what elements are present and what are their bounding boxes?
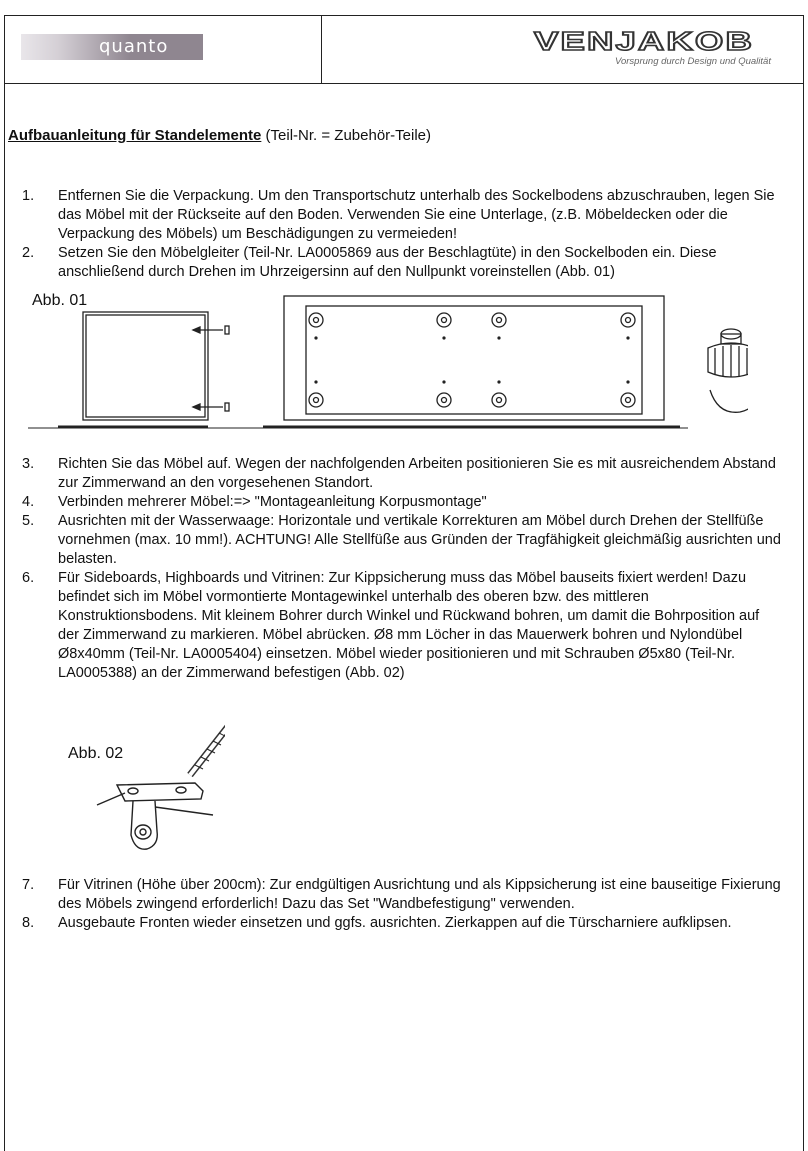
- step-number: 5.: [22, 513, 35, 529]
- step-number: 2.: [22, 245, 35, 261]
- quanto-logo: [21, 34, 203, 60]
- step-text: Für Sideboards, Highboards und Vitrinen: Zur Kippsicherung muss das Möbel bauseits fixiert werden! Dazu befindet sich im Möbel vormontierte Montagewinkel unterhalb des oberen bzw. des mittleren Konstruktionsbodens. Mit kleinem Bohrer durch Winkel und Rückwand bohren, um damit die Bohrposition auf der Zimmerwand zu markieren. Möbel abrücken. Ø8 mm Löcher in das Mauerwerk bohren und Nylondübel Ø8x40mm (Teil-Nr. LA0005404) einsetzen. Möbel wieder positionieren und mit Schrauben Ø5x80 (Teil-Nr. LA0005388) an der Zimmerwand befestigen (Abb. 02): [58, 570, 760, 681]
- bracket-icon: [97, 783, 213, 849]
- list-item: [22, 914, 782, 933]
- document-title: [8, 127, 431, 144]
- steps-list-a: [22, 187, 782, 282]
- fig1-label: Abb. 01: [32, 292, 88, 309]
- step-text: Entfernen Sie die Verpackung. Um den Transportschutz unterhalb des Sockelbodens abzuschrauben, legen Sie das Möbel mit der Rückseite auf den Boden. Verwenden Sie eine Unterlage, (z.B. Möbeldecken oder die Verpackung des Möbels) um Beschädigungen zu vermeieden!: [58, 188, 775, 242]
- step-number: 8.: [22, 915, 35, 931]
- list-item: [22, 876, 782, 914]
- list-item: [22, 512, 782, 569]
- list-item: [22, 455, 782, 493]
- list-item: [22, 244, 782, 282]
- list-item: [22, 187, 782, 244]
- title-rest: (Teil-Nr. = Zubehör-Teile): [261, 127, 431, 144]
- glider-icon: [708, 329, 748, 412]
- figure-02: [95, 695, 225, 860]
- steps-list-c: [22, 876, 782, 933]
- figure-01: [28, 290, 748, 440]
- step-number: 1.: [22, 188, 35, 204]
- step-text: Verbinden mehrerer Möbel:=> "Montageanleitung Korpusmontage": [58, 494, 487, 510]
- steps-list-b: [22, 455, 782, 683]
- list-item: [22, 569, 782, 683]
- list-item: [22, 493, 782, 512]
- step-number: 4.: [22, 494, 35, 510]
- step-text: Ausgebaute Fronten wieder einsetzen und ggfs. ausrichten. Zierkappen auf die Türscharniere aufklipsen.: [58, 915, 732, 931]
- venjakob-logo: [532, 26, 758, 56]
- fig2-label: Abb. 02: [68, 745, 124, 762]
- quanto-logo-text: quanto: [99, 36, 169, 57]
- step-text: Setzen Sie den Möbelgleiter (Teil-Nr. LA0005869 aus der Beschlagtüte) in den Sockelboden ein. Diese anschließend durch Drehen im Uhrzeigersinn auf den Nullpunkt voreinstellen (Abb. 01): [58, 245, 717, 280]
- step-text: Richten Sie das Möbel auf. Wegen der nachfolgenden Arbeiten positionieren Sie es mit ausreichendem Abstand zur Zimmerwand an den vorgesehenen Standort.: [58, 456, 776, 491]
- step-text: Für Vitrinen (Höhe über 200cm): Zur endgültigen Ausrichtung und als Kippsicherung ist eine bauseitige Fixierung des Möbels zwingend erforderlich! Dazu das Set "Wandbefestigung" verwenden.: [58, 877, 781, 912]
- step-number: 6.: [22, 570, 35, 586]
- venjakob-logo-text: VENJAKOB: [534, 26, 754, 56]
- title-bold: Aufbauanleitung für Standelemente: [8, 127, 262, 144]
- step-text: Ausrichten mit der Wasserwaage: Horizontale und vertikale Korrekturen am Möbel durch Drehen der Stellfüße vornehmen (max. 10 mm!). ACHTUNG! Alle Stellfüße aus Gründen der Tragfähigkeit gleichmäßig ausrichten und belasten.: [58, 513, 781, 567]
- venjakob-tagline: Vorsprung durch Design und Qualität: [615, 56, 771, 67]
- step-number: 3.: [22, 456, 35, 472]
- step-number: 7.: [22, 877, 35, 893]
- header-divider: [321, 16, 322, 83]
- screw-icon: [190, 698, 225, 775]
- page-header: [5, 16, 803, 84]
